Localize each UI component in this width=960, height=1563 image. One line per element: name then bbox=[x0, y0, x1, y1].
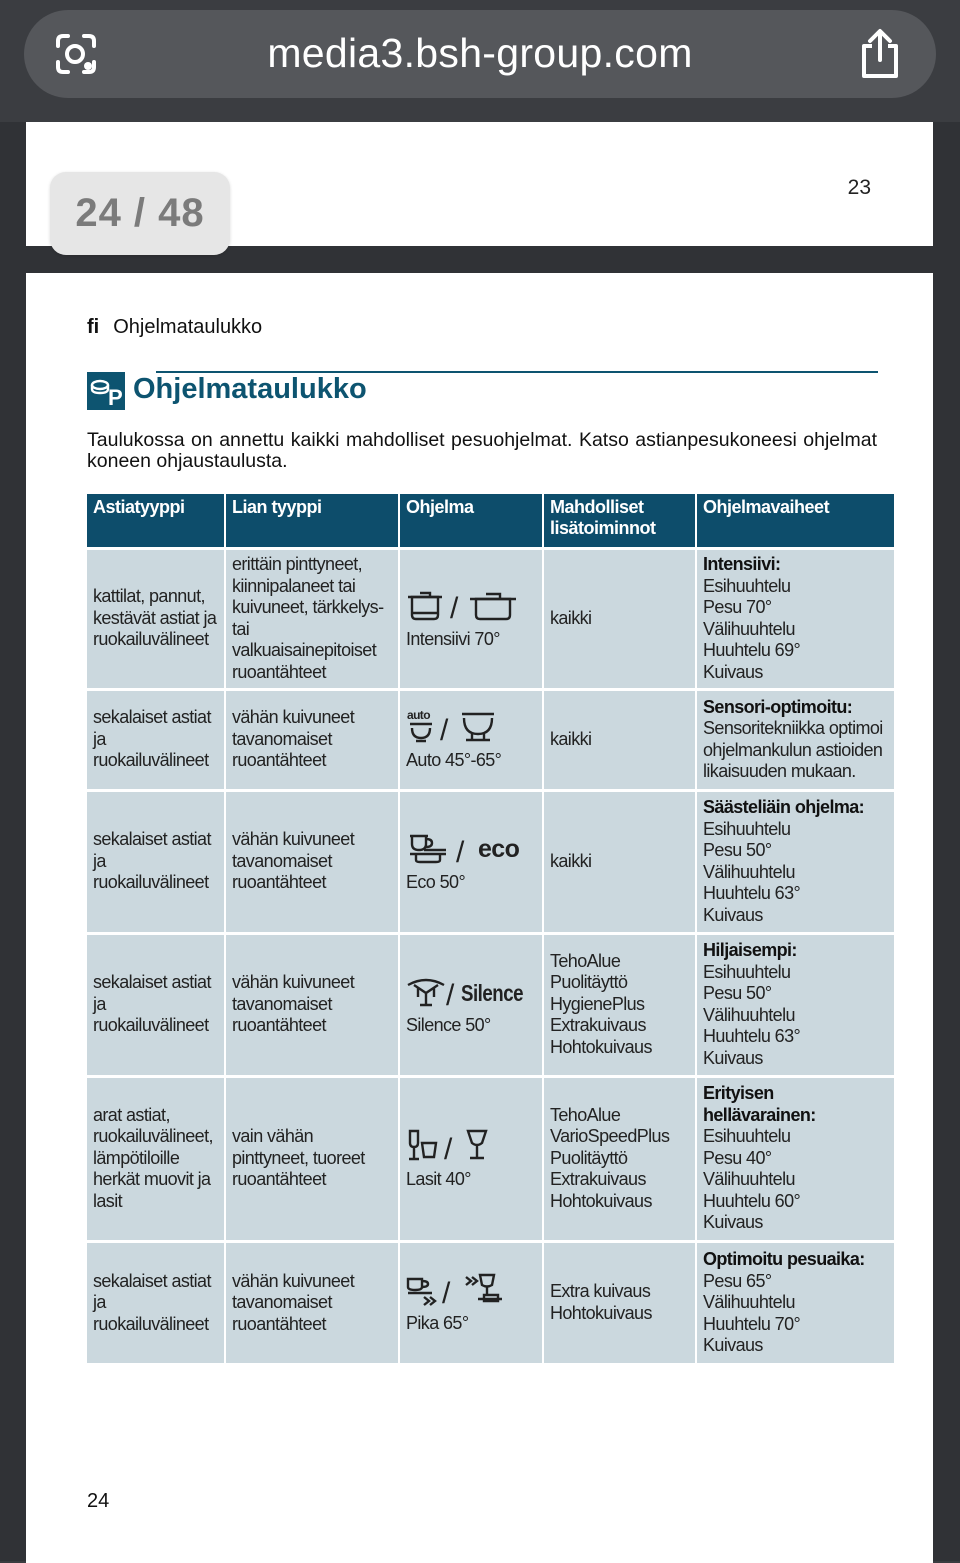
dish-type-cell: sekalaiset astiat ja ruokailuvälineet bbox=[87, 933, 225, 1076]
soil-type-cell: vähän kuivuneet tavanomaiset ruoantähteet bbox=[225, 689, 399, 790]
table-row bbox=[87, 689, 894, 790]
program-name: Intensiivi 70° bbox=[406, 628, 500, 649]
options-cell: kaikki bbox=[543, 548, 696, 689]
symbol-label-auto: auto bbox=[407, 707, 430, 722]
program-cell bbox=[399, 790, 543, 933]
symbol-slash: / bbox=[444, 1132, 452, 1163]
table-row bbox=[87, 548, 894, 689]
table-row bbox=[87, 933, 894, 1076]
steps-cell bbox=[696, 933, 894, 1076]
program-symbol bbox=[406, 587, 536, 623]
program-cell bbox=[399, 1241, 543, 1363]
symbol-slash: / bbox=[456, 835, 464, 866]
options-cell: Extra kuivaus Hohtokuivaus bbox=[543, 1241, 696, 1363]
soil-type-cell: vähän kuivuneet tavanomaiset ruoantähteet bbox=[225, 1241, 399, 1363]
page-title: Ohjelmataulukko bbox=[133, 373, 367, 405]
program-cell bbox=[399, 1076, 543, 1241]
pdf-viewer[interactable] bbox=[0, 122, 960, 1561]
steps-title: Optimoitu pesuaika: bbox=[703, 1249, 865, 1269]
program-table-icon bbox=[87, 372, 125, 410]
steps-title: Erityisen hellävarainen: bbox=[703, 1083, 816, 1125]
program-symbol bbox=[406, 830, 536, 866]
silence-program-icon bbox=[406, 973, 534, 1009]
language-code: fi bbox=[87, 316, 100, 338]
running-header bbox=[87, 316, 262, 339]
header-soil-type: Lian tyyppi bbox=[225, 494, 399, 548]
program-symbol bbox=[406, 1127, 536, 1163]
dish-type-cell: arat astiat, ruokailuvälineet, lämpötiloille herkät muovit ja lasit bbox=[87, 1076, 225, 1241]
program-name: Pika 65° bbox=[406, 1313, 469, 1333]
steps-title: Säästeliäin ohjelma: bbox=[703, 797, 865, 817]
url-text[interactable]: media3.bsh-group.com bbox=[267, 30, 693, 76]
header-program: Ohjelma bbox=[399, 494, 543, 548]
soil-type-cell: vähän kuivuneet tavanomaiset ruoantähteet bbox=[225, 790, 399, 933]
program-table bbox=[87, 494, 894, 1363]
header-options: Mahdolliset lisätoiminnot bbox=[543, 494, 696, 548]
steps-list: Esihuuhtelu Pesu 70° Välihuuhtelu Huuhtelu 69° Kuivaus bbox=[703, 575, 801, 682]
steps-list: Esihuuhtelu Pesu 40° Välihuuhtelu Huuhtelu 60° Kuivaus bbox=[703, 1126, 801, 1233]
steps-cell bbox=[696, 548, 894, 689]
symbol-slash: / bbox=[440, 713, 448, 744]
steps-list: Sensoritekniikka optimoi ohjelmankulun astioiden likaisuuden mukaan. bbox=[703, 718, 883, 781]
program-name: Lasit 40° bbox=[406, 1168, 471, 1189]
symbol-slash: / bbox=[450, 591, 458, 623]
page-counter-text: 24 / 48 bbox=[75, 191, 205, 235]
table-header-row bbox=[87, 494, 894, 548]
program-name: Auto 45°-65° bbox=[406, 749, 502, 770]
header-program-steps: Ohjelmavaiheet bbox=[696, 494, 894, 548]
steps-cell bbox=[696, 1241, 894, 1363]
auto-program-icon bbox=[406, 708, 506, 744]
quick-program-icon bbox=[406, 1271, 506, 1307]
steps-cell bbox=[696, 1076, 894, 1241]
options-cell: kaikki bbox=[543, 689, 696, 790]
steps-list: Pesu 65° Välihuuhtelu Huuhtelu 70° Kuivaus bbox=[703, 1270, 801, 1355]
steps-cell bbox=[696, 689, 894, 790]
browser-toolbar bbox=[0, 0, 960, 122]
dish-type-cell: sekalaiset astiat ja ruokailuvälineet bbox=[87, 689, 225, 790]
symbol-slash: / bbox=[442, 1277, 450, 1307]
running-header-title: Ohjelmataulukko bbox=[113, 316, 263, 338]
table-row bbox=[87, 1076, 894, 1241]
steps-title: Intensiivi: bbox=[703, 554, 781, 574]
intensive-pot-icon bbox=[406, 587, 526, 623]
soil-type-cell: vain vähän pinttyneet, tuoreet ruoantähteet bbox=[225, 1076, 399, 1241]
intro-text: Taulukossa on annettu kaikki mahdolliset pesuohjelmat. Katso astianpesukoneesi ohjelmat koneen ohjaustaulusta. bbox=[87, 429, 877, 472]
steps-title: Sensori-optimoitu: bbox=[703, 696, 853, 717]
table-row bbox=[87, 1241, 894, 1363]
program-name: Silence 50° bbox=[406, 1014, 491, 1035]
page-counter-badge bbox=[50, 172, 230, 255]
options-cell: TehoAlue Puolitäyttö HygienePlus Extrakuivaus Hohtokuivaus bbox=[543, 933, 696, 1076]
eco-program-icon bbox=[406, 830, 526, 866]
program-symbol bbox=[406, 973, 536, 1009]
program-cell bbox=[399, 548, 543, 689]
symbol-slash: / bbox=[446, 978, 454, 1009]
dish-type-cell: sekalaiset astiat ja ruokailuvälineet bbox=[87, 790, 225, 933]
steps-title: Hiljaisempi: bbox=[703, 940, 797, 960]
page-number-previous: 23 bbox=[847, 176, 871, 199]
pdf-page-current bbox=[26, 273, 933, 1563]
steps-list: Esihuuhtelu Pesu 50° Välihuuhtelu Huuhtelu 63° Kuivaus bbox=[703, 961, 801, 1068]
program-cell bbox=[399, 933, 543, 1076]
soil-type-cell: vähän kuivuneet tavanomaiset ruoantähteet bbox=[225, 933, 399, 1076]
steps-list: Esihuuhtelu Pesu 50° Välihuuhtelu Huuhtelu 63° Kuivaus bbox=[703, 818, 801, 925]
svg-text:P: P bbox=[108, 385, 123, 410]
soil-type-cell: erittäin pinttyneet, kiinnipalaneet tai kuivuneet, tärkkelys- tai valkuaisainepitoiset ruoantähteet bbox=[225, 548, 399, 689]
header-dish-type: Astiatyyppi bbox=[87, 494, 225, 548]
address-bar[interactable] bbox=[24, 10, 936, 98]
options-cell: kaikki bbox=[543, 790, 696, 933]
options-cell: TehoAlue VarioSpeedPlus Puolitäyttö Extrakuivaus Hohtokuivaus bbox=[543, 1076, 696, 1241]
share-icon[interactable] bbox=[856, 28, 904, 80]
program-symbol bbox=[406, 1271, 536, 1307]
dish-type-cell: sekalaiset astiat ja ruokailuvälineet bbox=[87, 1241, 225, 1363]
table-row bbox=[87, 790, 894, 933]
steps-cell bbox=[696, 790, 894, 933]
symbol-label-silence: Silence bbox=[461, 979, 523, 1006]
symbol-label-eco: eco bbox=[478, 834, 520, 863]
page-number: 24 bbox=[87, 1490, 110, 1512]
glass-program-icon bbox=[406, 1127, 506, 1163]
program-name: Eco 50° bbox=[406, 871, 466, 892]
program-cell bbox=[399, 689, 543, 790]
dish-type-cell: kattilat, pannut, kestävät astiat ja ruokailuvälineet bbox=[87, 548, 225, 689]
program-symbol bbox=[406, 708, 536, 744]
